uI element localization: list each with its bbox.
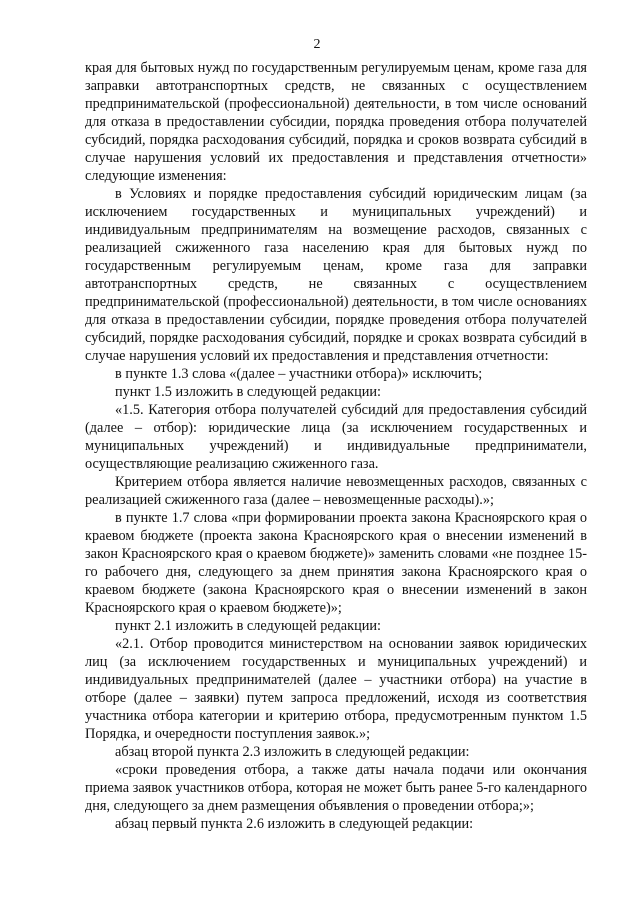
paragraph: пункт 2.1 изложить в следующей редакции: — [115, 618, 382, 634]
paragraph: Критерием отбора является наличие невозмещенных расходов, связанных с реализацией сжиженного газа (далее – невозмещенные расходы).»; — [85, 474, 587, 508]
paragraph: абзац второй пункта 2.3 изложить в следующей редакции: — [115, 744, 470, 760]
page-number: 2 — [313, 37, 321, 52]
paragraph: края для бытовых нужд по государственным регулируемым ценам, кроме газа для заправки автотранспортных средств, не связанных с осуществлением предпринимательской (профессиональной) деятельности, в том числе оснований для отказа в предоставлении субсидии, порядка проведения отбора получателей субсидий, порядка расходования субсидий, порядка и сроков возврата субсидий в случае нарушения условий их предоставления и представления отчетности» следующие изменения: — [85, 60, 587, 184]
paragraph: в пункте 1.7 слова «при формировании проекта закона Красноярского края о краевом бюджете (проекта закона Красноярского края о внесении изменений в закон Красноярского края о краевом бюджете)» заменить словами «не позднее 15-го рабочего дня, следующего за днем принятия закона Красноярского края о краевом бюджете (закона Красноярского края о внесении изменений в закон Красноярского края о краевом бюджете)»; — [85, 510, 587, 616]
paragraph: пункт 1.5 изложить в следующей редакции: — [115, 384, 382, 400]
paragraph: «2.1. Отбор проводится министерством на основании заявок юридических лиц (за исключением государственных и муниципальных учреждений) и индивидуальных предпринимателей (далее – участники отбора) на участие в отборе (далее – заявки) путем запроса предложений, исходя из соответствия участника отбора категории и критерию отбора, предусмотренным пунктом 1.5 Порядка, и очередности поступления заявок.»; — [85, 636, 587, 742]
paragraph: в пункте 1.3 слова «(далее – участники отбора)» исключить; — [115, 366, 483, 382]
paragraph: абзац первый пункта 2.6 изложить в следующей редакции: — [115, 816, 474, 832]
paragraph: «сроки проведения отбора, а также даты начала подачи или окончания приема заявок участников отбора, которая не может быть ранее 5-го календарного дня, следующего за днем размещения объявления о проведении отбора;»; — [85, 762, 587, 814]
document-body — [85, 59, 587, 833]
paragraph: «1.5. Категория отбора получателей субсидий для предоставления субсидий (далее – отбор): юридические лица (за исключением государственных и муниципальных учреждений) и индивидуальные предприниматели, осуществляющие реализацию сжиженного газа. — [85, 402, 587, 472]
paragraph: в Условиях и порядке предоставления субсидий юридическим лицам (за исключением государственных и муниципальных учреждений) и индивидуальным предпринимателям на возмещение расходов, связанных с реализацией сжиженного газа населению края для бытовых нужд по государственным регулируемым ценам, кроме газа для заправки автотранспортных средств, не связанных с осуществлением предпринимательской (профессиональной) деятельности, в том числе основаниях для отказа в предоставлении субсидии, порядке проведения отбора получателей субсидий, порядке расходования субсидий, порядке и сроках возврата субсидий в случае нарушения условий их предоставления и представления отчетности: — [85, 186, 587, 364]
